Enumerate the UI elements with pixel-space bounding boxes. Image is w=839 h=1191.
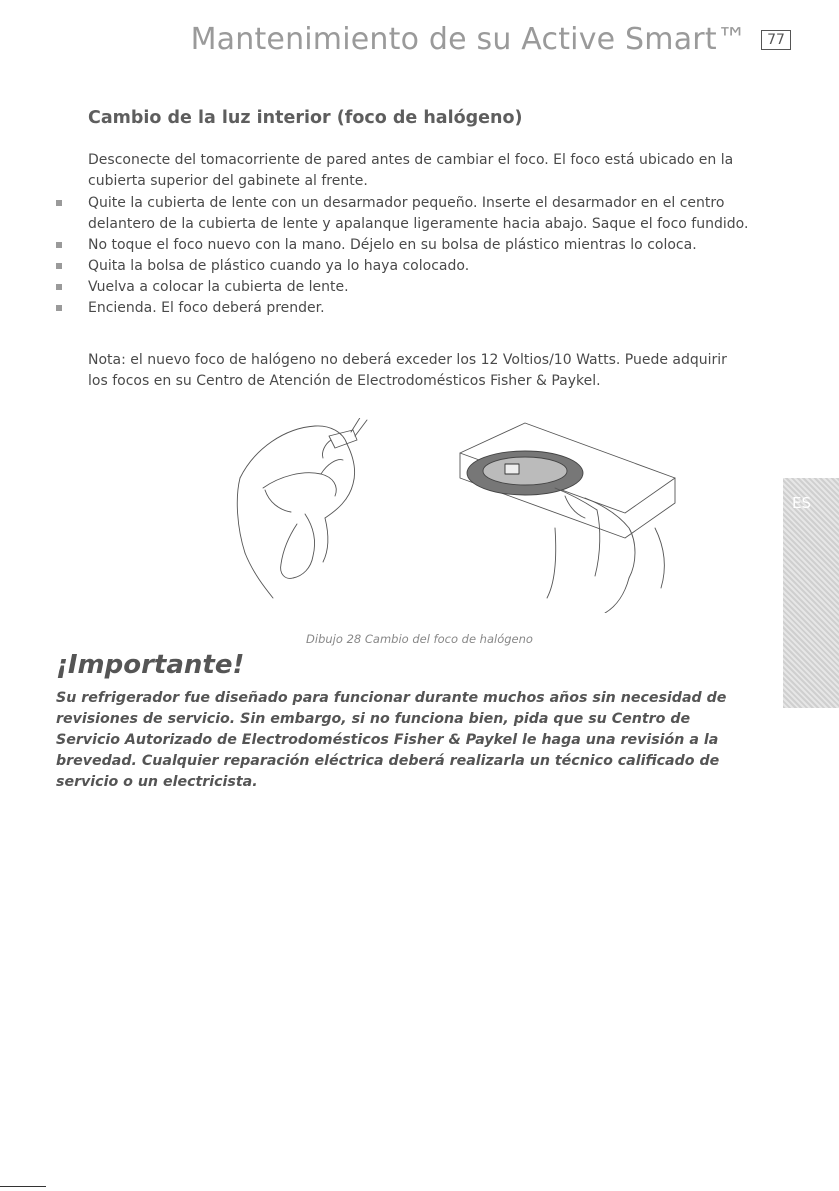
lens-cover-illustration (460, 423, 675, 613)
step-text: No toque el foco nuevo con la mano. Déjelo en su bolsa de plástico mientras lo coloca. (88, 237, 697, 253)
step-text: Encienda. El foco deberá prender. (88, 300, 325, 316)
halogen-bulb-illustration (225, 418, 680, 613)
note-paragraph: Nota: el nuevo foco de halógeno no deberá exceder los 12 Voltios/10 Watts. Puede adquirir los focos en su Centro de Atención de Electrodomésticos Fisher & Paykel. (88, 352, 727, 389)
page-header (120, 22, 791, 57)
language-tab-label: ES (792, 494, 811, 512)
bullet-icon (56, 242, 62, 248)
important-paragraph: Su refrigerador fue diseñado para funcionar durante muchos años sin necesidad de revisiones de servicio. Sin embargo, si no funciona bien, pida que su Centro de Servicio Autorizado de Electrodomésticos Fisher & Paykel le haga una revisión a la brevedad. Cualquier reparación eléctrica deberá realizarla un técnico calificado de servicio o un electricista. (56, 690, 727, 790)
list-item (56, 256, 756, 277)
step-text: Vuelva a colocar la cubierta de lente. (88, 279, 349, 295)
page-number: 77 (761, 30, 791, 50)
important-heading: ¡Importante! (56, 650, 245, 680)
list-item (56, 235, 756, 256)
language-tab (783, 478, 839, 708)
page-title: Mantenimiento de su Active Smart™ (190, 22, 747, 57)
bullet-icon (56, 305, 62, 311)
list-item (56, 193, 756, 235)
bullet-icon (56, 200, 62, 206)
footer-rule (0, 1186, 46, 1187)
hand-holding-bulb-icon (237, 418, 367, 598)
list-item (56, 298, 756, 319)
step-text: Quite la cubierta de lente con un desarmador pequeño. Inserte el desarmador en el centro delantero de la cubierta de lente y apalanque ligeramente hacia abajo. Saque el foco fundido. (88, 195, 749, 232)
bullet-icon (56, 284, 62, 290)
steps-list (56, 193, 756, 319)
bullet-icon (56, 263, 62, 269)
intro-paragraph: Desconecte del tomacorriente de pared antes de cambiar el foco. El foco está ubicado en la cubierta superior del gabinete al frente. (88, 152, 734, 189)
section-title: Cambio de la luz interior (foco de halógeno) (88, 108, 523, 128)
figure-caption: Dibujo 28 Cambio del foco de halógeno (306, 632, 533, 646)
list-item (56, 277, 756, 298)
step-text: Quita la bolsa de plástico cuando ya lo haya colocado. (88, 258, 470, 274)
